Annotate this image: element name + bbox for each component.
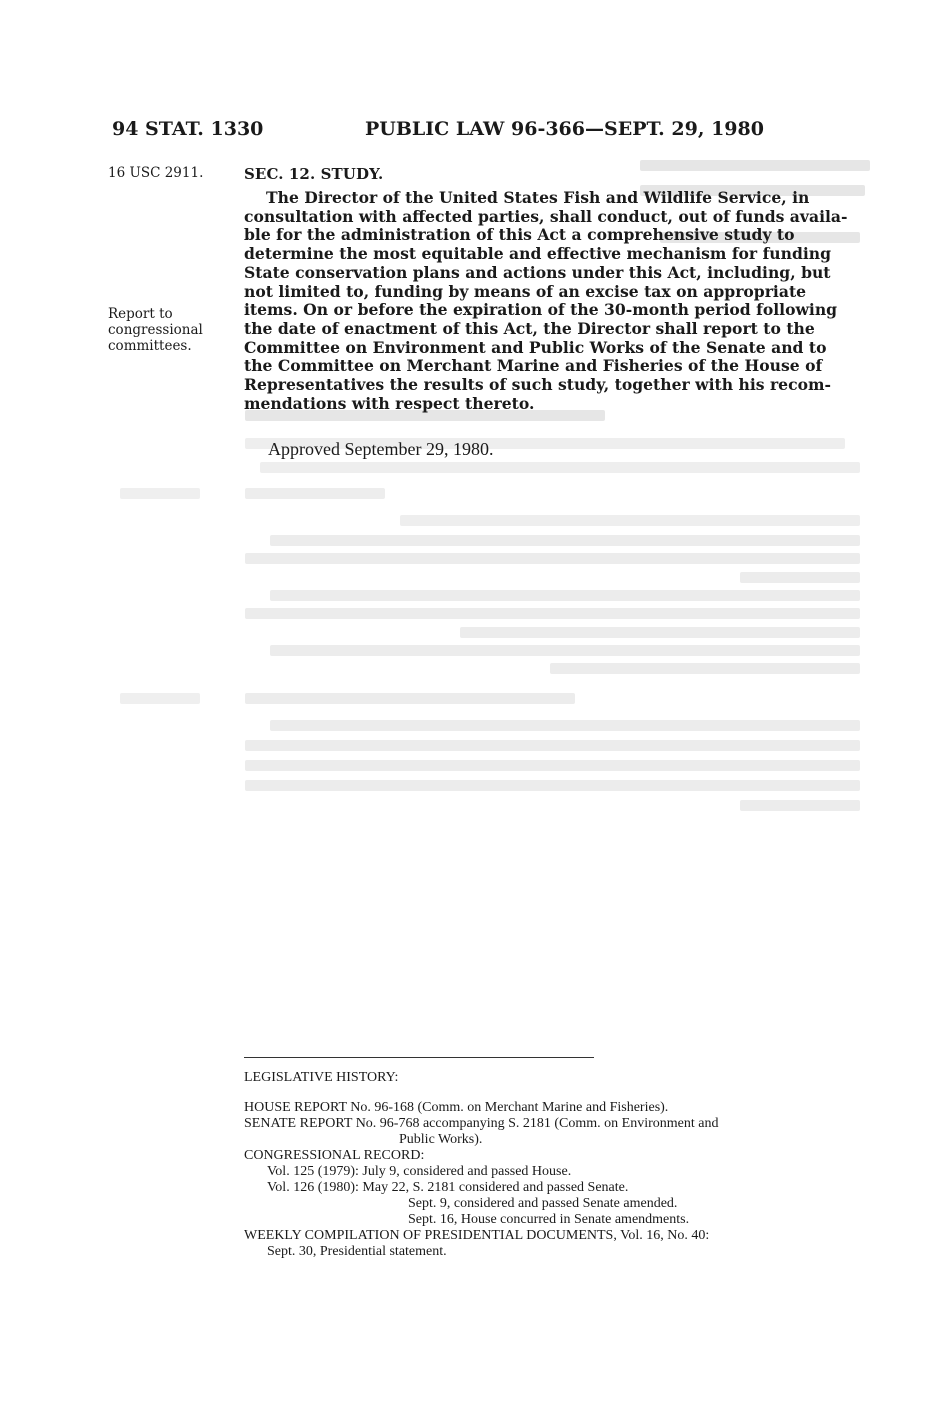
- public-law-title: PUBLIC LAW 96-366—SEPT. 29, 1980: [365, 118, 764, 140]
- statute-page-citation: 94 STAT. 1330: [112, 118, 264, 140]
- body-line: ble for the administration of this Act a comprehensive study to: [244, 225, 795, 245]
- body-line: State conservation plans and actions under this Act, including, but: [244, 262, 831, 282]
- legislative-history: [244, 1070, 864, 1260]
- history-heading: LEGISLATIVE HISTORY:: [244, 1070, 399, 1085]
- body-line: The Director of the United States Fish and Wildlife Service, in: [266, 188, 810, 207]
- record-vol-126-sept-9: Sept. 9, considered and passed Senate amended.: [408, 1196, 678, 1211]
- body-line: consultation with affected parties, shall conduct, out of funds availa-: [244, 206, 848, 226]
- weekly-compilation-entry: Sept. 30, Presidential statement.: [267, 1244, 447, 1259]
- body-line: determine the most equitable and effective mechanism for funding: [244, 244, 832, 264]
- senate-report: SENATE REPORT No. 96-768 accompanying S. 2181 (Comm. on Environment and: [244, 1116, 719, 1131]
- margin-note-usc: 16 USC 2911.: [108, 165, 204, 181]
- congressional-record-heading: CONGRESSIONAL RECORD:: [244, 1148, 425, 1163]
- body-line: mendations with respect thereto.: [244, 393, 535, 413]
- body-line: items. On or before the expiration of the 30-month period following: [244, 300, 838, 320]
- record-vol-126: Vol. 126 (1980): May 22, S. 2181 considered and passed Senate.: [267, 1180, 629, 1195]
- margin-note-line: congressional: [108, 322, 203, 338]
- senate-report-continued: Public Works).: [399, 1132, 483, 1147]
- margin-note-report: [108, 306, 226, 354]
- section-heading: SEC. 12. STUDY.: [244, 165, 384, 183]
- record-vol-126-sept-16: Sept. 16, House concurred in Senate amendments.: [408, 1212, 690, 1227]
- house-report: HOUSE REPORT No. 96-168 (Comm. on Merchant Marine and Fisheries).: [244, 1100, 669, 1115]
- approval-date: Approved September 29, 1980.: [268, 439, 494, 459]
- body-line: Representatives the results of such study, together with his recom-: [244, 375, 831, 395]
- section-body: [244, 189, 862, 413]
- weekly-compilation: WEEKLY COMPILATION OF PRESIDENTIAL DOCUMENTS, Vol. 16, No. 40:: [244, 1228, 710, 1243]
- body-line: Committee on Environment and Public Works of the Senate and to: [244, 337, 827, 357]
- record-vol-125: Vol. 125 (1979): July 9, considered and passed House.: [267, 1164, 572, 1179]
- body-line: not limited to, funding by means of an excise tax on appropriate: [244, 281, 807, 301]
- margin-note-line: Report to: [108, 306, 173, 322]
- margin-note-line: committees.: [108, 338, 192, 354]
- body-line: the date of enactment of this Act, the Director shall report to the: [244, 318, 815, 338]
- body-line: the Committee on Merchant Marine and Fisheries of the House of: [244, 356, 823, 376]
- history-divider: [244, 1057, 594, 1058]
